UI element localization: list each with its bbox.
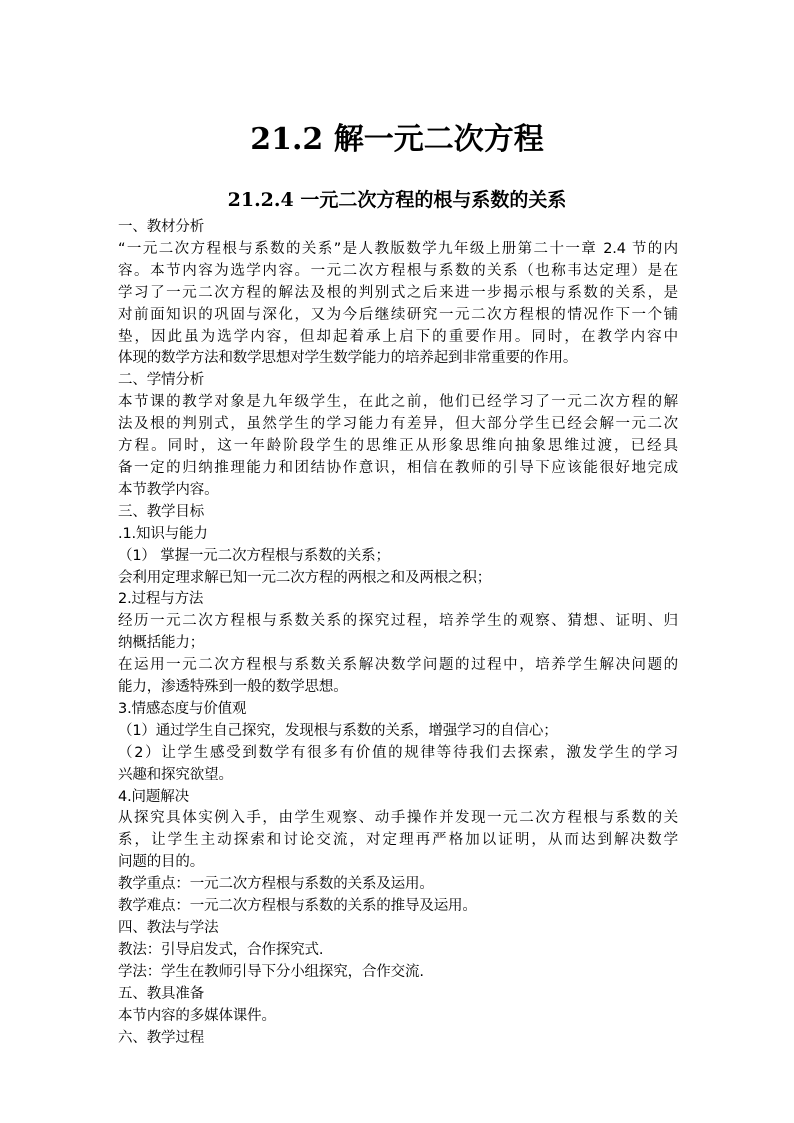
document-body <box>118 217 678 1049</box>
text-line: 系，让学生主动探索和讨论交流，对定理再严格加以证明，从而达到解决数学 <box>118 832 678 849</box>
text-line: “一元二次方程根与系数的关系”是人教版数学九年级上册第二十一章 2.4 节的内 <box>118 240 678 257</box>
text-line: 二、学情分析 <box>118 372 205 389</box>
text-line: 兴趣和探究欲望。 <box>118 766 233 783</box>
section-subtitle: 21.2.4 一元二次方程的根与系数的关系 <box>227 189 567 211</box>
text-line: .1.知识与能力 <box>118 525 208 542</box>
text-line: 能力，渗透特殊到一般的数学思想。 <box>118 679 348 696</box>
text-line: 教学难点：一元二次方程根与系数的关系的推导及运用。 <box>118 898 477 915</box>
text-line: 会利用定理求解已知一元二次方程的两根之和及两根之积； <box>118 569 492 586</box>
text-line: 本节教学内容。 <box>118 481 219 498</box>
text-line: 学习了一元二次方程的解法及根的判别式之后来进一步揭示根与系数的关系，是 <box>118 284 678 301</box>
text-line: 3.情感态度与价值观 <box>118 700 247 717</box>
text-line: 体现的数学方法和数学思想对学生数学能力的培养起到非常重要的作用。 <box>118 350 578 367</box>
text-line: 问题的目的。 <box>118 854 205 871</box>
text-line: 经历一元二次方程根与系数关系的探究过程，培养学生的观察、猜想、证明、归 <box>118 613 678 630</box>
text-line: 2.过程与方法 <box>118 591 204 608</box>
text-line: 垫，因此虽为选学内容，但却起着承上启下的重要作用。同时，在教学内容中 <box>118 328 678 345</box>
text-line: （1）通过学生自己探究，发现根与系数的关系，增强学习的自信心； <box>118 722 558 739</box>
text-line: 五、教具准备 <box>118 985 205 1002</box>
text-line: 方程。同时，这一年龄阶段学生的思维正从形象思维向抽象思维过渡，已经具 <box>118 438 678 455</box>
text-line: 4.问题解决 <box>118 788 189 805</box>
text-line: 本节内容的多媒体课件。 <box>118 1007 276 1024</box>
text-line: 四、教法与学法 <box>118 920 219 936</box>
document-title: 21.2 解一元二次方程 <box>250 122 544 157</box>
text-line: 教学重点：一元二次方程根与系数的关系及运用。 <box>118 876 434 893</box>
text-line: 容。本节内容为选学内容。一元二次方程根与系数的关系（也称韦达定理）是在 <box>118 262 678 279</box>
text-line: 法及根的判别式，虽然学生的学习能力有差异，但大部分学生已经会解一元二次 <box>118 416 678 433</box>
text-line: 纳概括能力； <box>118 635 205 652</box>
text-line: 三、教学目标 <box>118 503 205 520</box>
text-line: 从探究具体实例入手，由学生观察、动手操作并发现一元二次方程根与系数的关 <box>118 810 678 827</box>
text-line: 备一定的归纳推理能力和团结协作意识，相信在教师的引导下应该能很好地完成 <box>118 459 678 476</box>
text-line: 学法：学生在教师引导下分小组探究，合作交流. <box>118 963 424 980</box>
text-line: （2）让学生感受到数学有很多有价值的规律等待我们去探索，激发学生的学习 <box>118 744 678 761</box>
text-line: 一、教材分析 <box>118 219 205 235</box>
text-line: 对前面知识的巩固与深化，又为今后继续研究一元二次方程根的情况作下一个铺 <box>118 306 678 323</box>
text-line: 本节课的教学对象是九年级学生，在此之前，他们已经学习了一元二次方程的解 <box>118 394 678 411</box>
text-line: 六、教学过程 <box>118 1029 205 1046</box>
text-line: 教法：引导启发式，合作探究式. <box>118 941 324 958</box>
text-line: （1） 掌握一元二次方程根与系数的关系； <box>118 547 390 564</box>
text-line: 在运用一元二次方程根与系数关系解决数学问题的过程中，培养学生解决问题的 <box>118 657 678 674</box>
